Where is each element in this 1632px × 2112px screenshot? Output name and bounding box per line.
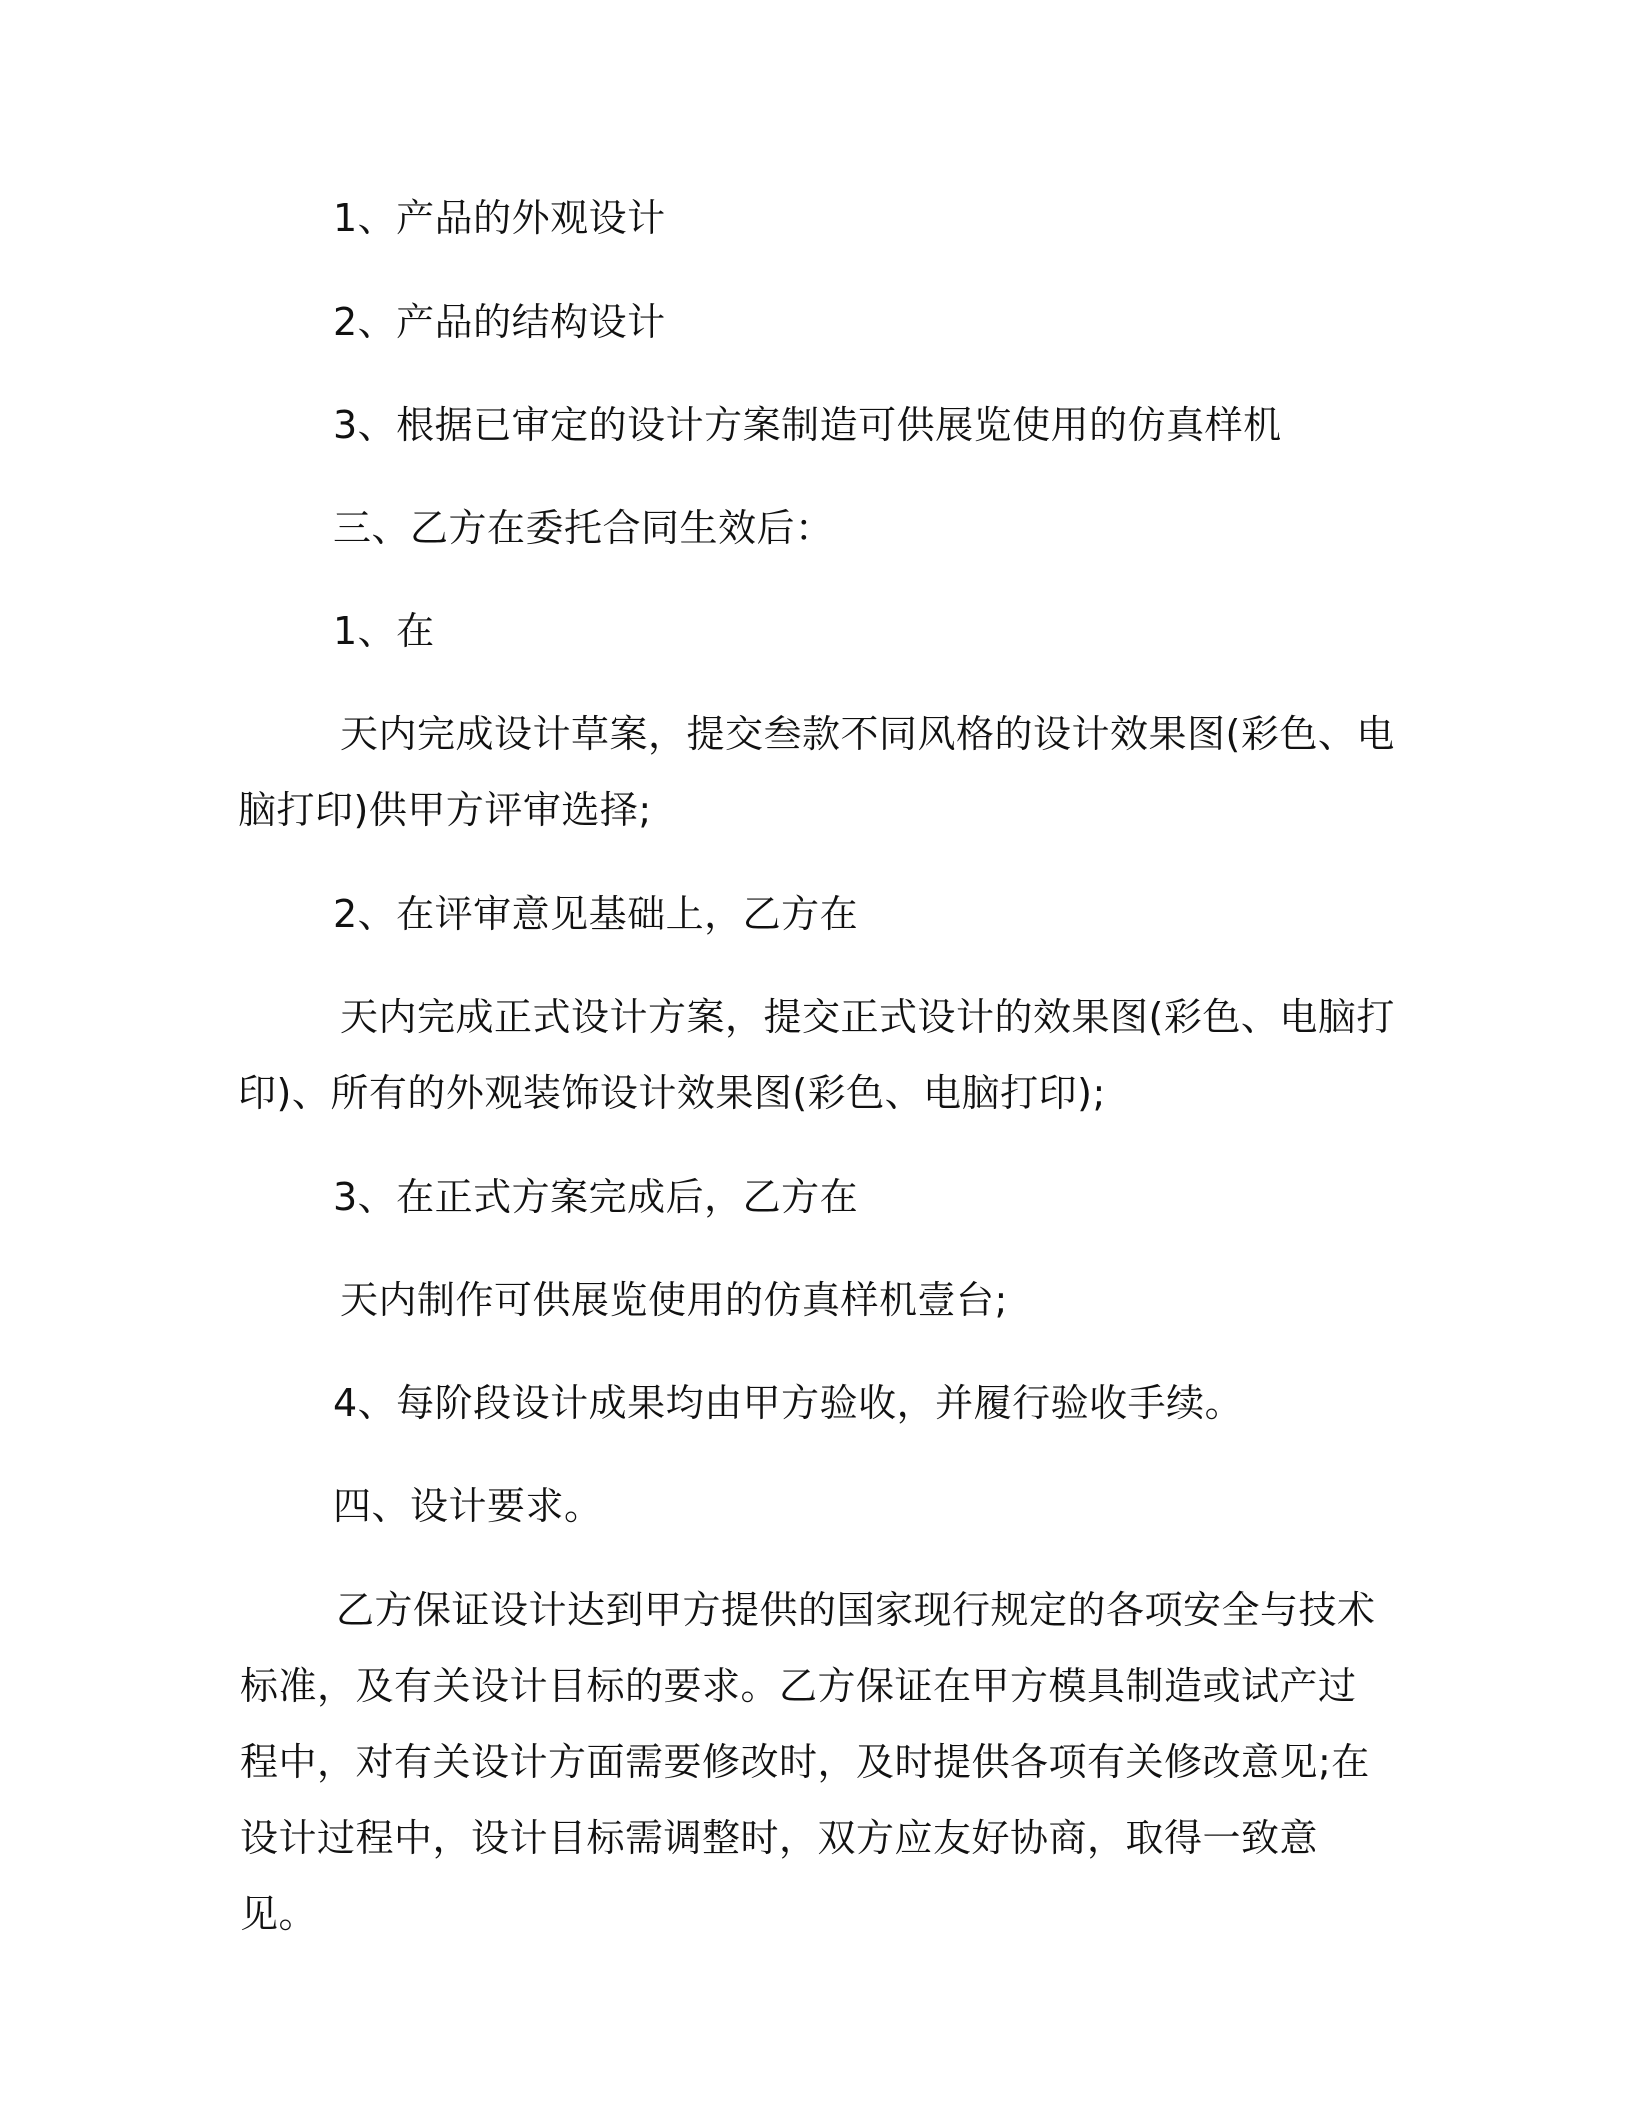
step-2-text-line-2: 印)、所有的外观装饰设计效果图(彩色、电脑打印); [238, 1071, 1106, 1115]
design-requirements-paragraph: 乙方保证设计达到甲方提供的国家现行规定的各项安全与技术标准，及有关设计目标的要求。乙方保证在甲方模具制造或试产过程中，对有关设计方面需要修改时，及时提供各项有关修改意见;在设计过程中，设计目标需调整时，双方应友好协商，取得一致意见。 [240, 1588, 1376, 1936]
step-1-text-line-1: 天内完成设计草案，提交叁款不同风格的设计效果图(彩色、电 [340, 712, 1395, 756]
section-3-heading: 三、乙方在委托合同生效后： [333, 506, 834, 550]
item-3-prototype: 3、根据已审定的设计方案制造可供展览使用的仿真样机 [333, 403, 1282, 447]
step-1-intro: 1、在 [333, 609, 435, 653]
step-3-intro: 3、在正式方案完成后，乙方在 [333, 1175, 859, 1219]
item-2-structure-design: 2、产品的结构设计 [333, 300, 666, 344]
step-4-text: 4、每阶段设计成果均由甲方验收，并履行验收手续。 [333, 1381, 1244, 1425]
step-1-text-line-2: 脑打印)供甲方评审选择; [238, 788, 652, 832]
step-3-text: 天内制作可供展览使用的仿真样机壹台; [340, 1278, 1008, 1322]
item-1-exterior-design: 1、产品的外观设计 [333, 196, 666, 240]
step-2-intro: 2、在评审意见基础上，乙方在 [333, 892, 859, 936]
step-2-text-line-1: 天内完成正式设计方案，提交正式设计的效果图(彩色、电脑打 [340, 995, 1395, 1039]
section-4-heading: 四、设计要求。 [333, 1484, 603, 1528]
